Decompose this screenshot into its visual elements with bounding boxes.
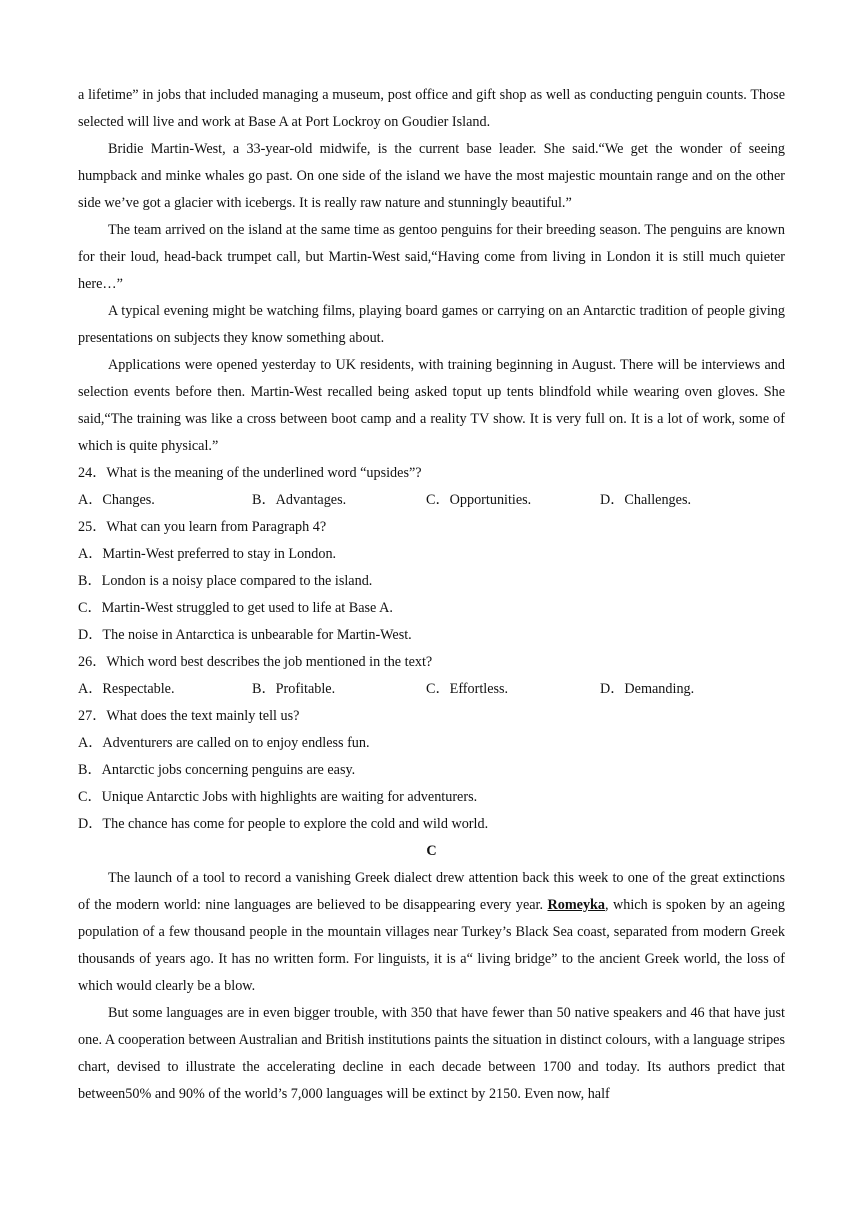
question-24: 24．What is the meaning of the underlined word “upsides”? bbox=[78, 465, 422, 481]
passage-b-paragraph-5: Applications were opened yesterday to UK residents, with training beginning in August. There will be interviews and selection events before then. Martin-West recalled being asked toput up tents blindfold while wearing oven gloves. She said,“The training was like a cross between boot camp and a reality TV show. It is very full on. It is a lot of work, some of which is quite physical.” bbox=[78, 357, 785, 454]
option-27-d: D．The chance has come for people to explore the cold and wild world. bbox=[78, 816, 489, 832]
passage-c-paragraph-1 bbox=[78, 865, 785, 1000]
passage-c-p1-end: , which is spoken by an ageing population of a few thousand people in the mountain villages near Turkey’s Black Sea coast, separated from modern Greek thousands of years ago. It has no written form. For linguists, it is a“ living bridge” to the ancient Greek world, the loss of which would clearly be a blow. bbox=[78, 897, 785, 994]
option-25-b: B．London is a noisy place compared to the island. bbox=[78, 573, 373, 589]
question-25: 25．What can you learn from Paragraph 4? bbox=[78, 519, 327, 535]
option-26-d: D．Demanding. bbox=[600, 681, 695, 697]
passage-b-paragraph-4: A typical evening might be watching films, playing board games or carrying on an Antarctic tradition of people giving presentations on subjects they know something about. bbox=[78, 303, 785, 346]
option-24-c: C．Opportunities. bbox=[426, 492, 532, 508]
passage-c-paragraph-2: But some languages are in even bigger trouble, with 350 that have fewer than 50 native speakers and 46 that have just one. A cooperation between Australian and British institutions paints the situation in distinct colours, with a language stripes chart, devised to illustrate the accelerating decline in each decade between 1700 and today. Its authors predict that between50% and 90% of the world’s 7,000 languages will be extinct by 2150. Even now, half bbox=[78, 1005, 785, 1102]
option-26-a: A．Respectable. bbox=[78, 681, 175, 697]
option-27-c: C．Unique Antarctic Jobs with highlights are waiting for adventurers. bbox=[78, 789, 478, 805]
document-page bbox=[78, 82, 785, 1108]
question-27: 27．What does the text mainly tell us? bbox=[78, 708, 300, 724]
passage-c-p1-start: The launch of a tool to record a vanishing Greek dialect drew attention back this week to one of the great extinctions of the modern world: nine languages are believed to be disappearing every year. bbox=[78, 870, 785, 913]
passage-b-paragraph-1: a lifetime” in jobs that included managing a museum, post office and gift shop as well as conducting penguin counts. Those selected will live and work at Base A at Port Lockroy on Goudier Island. bbox=[78, 87, 785, 130]
option-24-a: A．Changes. bbox=[78, 492, 155, 508]
option-24-d: D．Challenges. bbox=[600, 492, 692, 508]
option-25-a: A．Martin-West preferred to stay in London. bbox=[78, 546, 337, 562]
option-25-d: D．The noise in Antarctica is unbearable for Martin-West. bbox=[78, 627, 412, 643]
passage-b-paragraph-2: Bridie Martin-West, a 33-year-old midwife, is the current base leader. She said.“We get the wonder of seeing humpback and minke whales go past. On one side of the island we have the most majestic mountain range and on the other side we’ve got a glacier with icebergs. It is really raw nature and stunningly beautiful.” bbox=[78, 141, 785, 211]
question-24-options bbox=[78, 487, 785, 514]
option-27-a: A．Adventurers are called on to enjoy endless fun. bbox=[78, 735, 370, 751]
option-27-b: B．Antarctic jobs concerning penguins are easy. bbox=[78, 762, 356, 778]
question-26-options bbox=[78, 676, 785, 703]
question-26: 26．Which word best describes the job mentioned in the text? bbox=[78, 654, 433, 670]
option-26-c: C．Effortless. bbox=[426, 681, 509, 697]
option-25-c: C．Martin-West struggled to get used to life at Base A. bbox=[78, 600, 393, 616]
underlined-word-romeyka: Romeyka bbox=[547, 897, 606, 913]
option-24-b: B．Advantages. bbox=[252, 492, 347, 508]
section-c-title: C bbox=[426, 843, 437, 859]
passage-b-paragraph-3: The team arrived on the island at the same time as gentoo penguins for their breeding season. The penguins are known for their loud, head-back trumpet call, but Martin-West said,“Having come from living in London it is still much quieter here…” bbox=[78, 222, 785, 292]
option-26-b: B．Profitable. bbox=[252, 681, 336, 697]
